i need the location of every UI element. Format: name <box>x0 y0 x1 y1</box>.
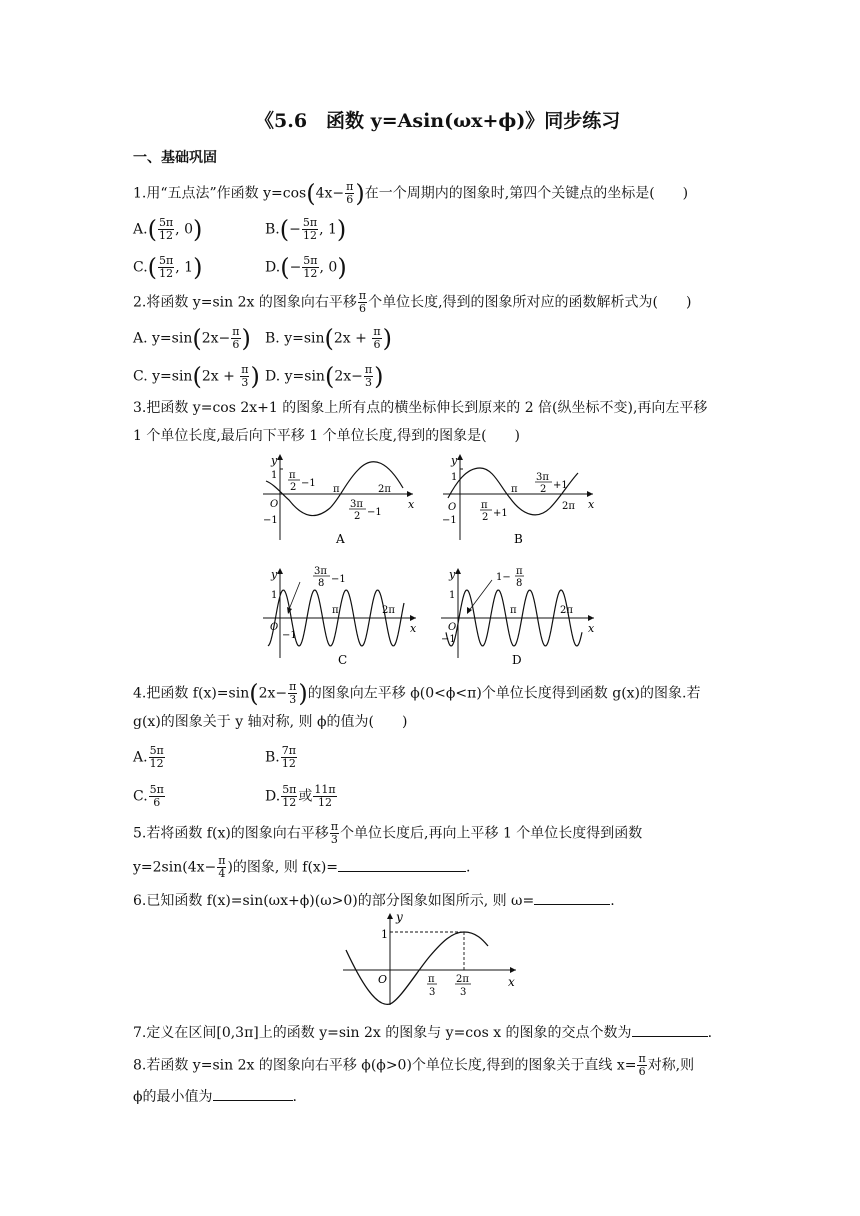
tick-denom: 2 <box>482 512 489 523</box>
tick-1-minus-pi-8: 1− <box>496 572 511 583</box>
graph-caption: C <box>338 653 348 667</box>
x-axis-label: x <box>588 622 595 635</box>
question-7: 7.定义在区间[0,3π]上的函数 y=sin 2x 的图象与 y=cos x 的图象的交点个数为 . <box>133 1022 712 1042</box>
question-1: 1.用“五点法”作函数 y=cos(4x− $\frac{\pi}{6}$ )在一个周期内的图象时,第四个关键点的坐标是( ) <box>133 179 689 208</box>
q2-option-b[interactable]: B. y=sin(2x + $\frac{\pi}{6}$ ) <box>265 324 392 353</box>
tick-denom: 2 <box>540 484 547 495</box>
question-6: 6.已知函数 f(x)=sin(ωx+ϕ)(ω>0)的部分图象如图所示, 则 ω= . <box>133 890 615 910</box>
q1-stem: 1.用“五点法”作函数 y=cos <box>133 185 307 202</box>
question-5-line-2: y=2sin(4x− $\frac{\pi}{4}$ )的图象, 则 f(x)= . <box>133 854 471 880</box>
tick-1: 1 <box>381 928 388 941</box>
answer-blank[interactable] <box>632 1022 708 1037</box>
answer-blank[interactable] <box>213 1086 293 1101</box>
origin-label: O <box>378 973 388 986</box>
tick-neg1: −1 <box>263 515 278 526</box>
x-axis-label: x <box>410 622 417 635</box>
y-axis-label: y <box>396 910 403 924</box>
origin-label: O <box>448 622 457 633</box>
tick-2pi: 2π <box>562 501 575 512</box>
q4-option-b[interactable]: B. $\frac{7\pi}{12}$ <box>265 744 296 770</box>
tick-1: 1 <box>271 470 278 481</box>
q1-option-b[interactable]: B.(− $\frac{5\pi}{12}$ , 1) <box>265 215 347 244</box>
x-axis-label: x <box>508 975 515 989</box>
q4-option-c[interactable]: C. $\frac{5\pi}{6}$ <box>133 783 164 809</box>
section-heading: 一、基础巩固 <box>133 150 217 166</box>
tick-tail: +1 <box>493 508 508 519</box>
page-title: 《5.6 函数 y=Asin(ωx+ϕ)》同步练习 <box>255 110 621 132</box>
tick-3pi-8-minus-1: 3π <box>314 566 327 577</box>
question-8-line-2: ϕ的最小值为 . <box>133 1086 297 1106</box>
tick-2pi: 2π <box>378 484 391 495</box>
tick-1: 1 <box>451 472 458 483</box>
q1-option-d[interactable]: D.(− $\frac{5\pi}{12}$ , 0) <box>265 253 347 282</box>
origin-label: O <box>270 622 279 633</box>
question-3-line-2: 1 个单位长度,最后向下平移 1 个单位长度,得到的图象是( ) <box>133 428 520 444</box>
tick-tail: +1 <box>553 480 568 491</box>
q2-option-a[interactable]: A. y=sin(2x− $\frac{\pi}{6}$ ) <box>133 324 251 353</box>
tick-denom: 8 <box>318 578 325 589</box>
tick-3pi-half-plus-1: 3π <box>536 472 549 483</box>
tick-2pi-3: 2π <box>456 974 469 985</box>
tick-num: π <box>516 566 523 577</box>
tick-pi: π <box>510 605 517 616</box>
tick-tail: −1 <box>331 574 346 585</box>
graph-caption: D <box>512 653 522 667</box>
tick-pi: π <box>332 605 339 616</box>
graph-caption: A <box>336 532 345 546</box>
q4-option-d[interactable]: D. $\frac{5\pi}{12}$ 或 $\frac{11\pi}{12}$ <box>265 783 336 809</box>
tick-pi-half-plus-1: π <box>481 500 488 511</box>
question-5: 5.若将函数 f(x)的图象向右平移 $\frac{\pi}{3}$ 个单位长度后,再向上平移 1 个单位长度得到函数 <box>133 820 643 846</box>
q3-graph-c[interactable] <box>258 562 423 670</box>
tick-3pi-half-minus-1: 3π <box>350 499 363 510</box>
tick-neg1: −1 <box>442 515 457 526</box>
answer-blank[interactable] <box>338 857 466 872</box>
q2-option-c[interactable]: C. y=sin(2x + $\frac{\pi}{3}$ ) <box>133 362 260 391</box>
tick-neg1: −1 <box>282 630 297 641</box>
tick-2pi: 2π <box>560 605 573 616</box>
q4-option-a[interactable]: A. $\frac{5\pi}{12}$ <box>133 744 164 770</box>
q6-graph <box>338 910 528 1010</box>
tick-2pi: 2π <box>382 605 395 616</box>
x-axis-label: x <box>408 498 415 511</box>
y-axis-label: y <box>451 454 458 467</box>
origin-label: O <box>270 499 279 510</box>
q1-inner: 4x− <box>315 185 345 202</box>
q1-option-c[interactable]: C.( $\frac{5\pi}{12}$ , 1) <box>133 253 203 282</box>
tick-denom: 2 <box>290 482 297 493</box>
tick-tail: −1 <box>301 478 316 489</box>
q3-graph-a[interactable] <box>258 448 423 548</box>
tick-pi-3: π <box>428 974 435 985</box>
tick-1: 1 <box>271 590 278 601</box>
tick-pi-half-minus-1: π <box>289 470 296 481</box>
question-4-line-2: g(x)的图象关于 y 轴对称, 则 ϕ的值为( ) <box>133 714 408 730</box>
question-4: 4.把函数 f(x)=sin(2x− $\frac{\pi}{3}$ )的图象向左平移 ϕ(0<ϕ<π)个单位长度得到函数 g(x)的图象.若 <box>133 679 701 708</box>
origin-label: O <box>448 502 457 513</box>
y-axis-label: y <box>271 568 278 581</box>
tick-pi: π <box>511 484 518 495</box>
tick-denom: 3 <box>460 987 467 998</box>
q1-option-a[interactable]: A.( $\frac{5\pi}{12}$ , 0) <box>133 215 203 244</box>
q3-graph-b[interactable] <box>438 448 603 548</box>
tick-tail: −1 <box>367 507 382 518</box>
tick-denom: 2 <box>354 511 361 522</box>
tick-1: 1 <box>449 590 456 601</box>
tick-pi: π <box>333 484 340 495</box>
tick-denom: 8 <box>516 578 523 589</box>
question-2: 2.将函数 y=sin 2x 的图象向右平移 $\frac{\pi}{6}$ 个单位长度,得到的图象所对应的函数解析式为( ) <box>133 289 692 315</box>
question-3-line-1: 3.把函数 y=cos 2x+1 的图象上所有点的横坐标伸长到原来的 2 倍(纵坐标不变),再向左平移 <box>133 400 708 416</box>
x-axis-label: x <box>588 498 595 511</box>
q3-graph-d[interactable] <box>436 562 601 670</box>
y-axis-label: y <box>449 568 456 581</box>
q2-option-d[interactable]: D. y=sin(2x− $\frac{\pi}{3}$ ) <box>265 362 384 391</box>
question-8: 8.若函数 y=sin 2x 的图象向右平移 ϕ(ϕ>0)个单位长度,得到的图象关于直线 x= $\frac{\pi}{6}$ 对称,则 <box>133 1052 695 1078</box>
q1-fraction: $\frac{\pi}{6}$ <box>346 180 354 206</box>
tick-neg1: −1 <box>441 634 456 645</box>
answer-blank[interactable] <box>534 890 610 905</box>
y-axis-label: y <box>271 454 278 467</box>
graph-caption: B <box>514 532 523 546</box>
q1-stem-tail: 在一个周期内的图象时,第四个关键点的坐标是( ) <box>364 185 689 202</box>
tick-denom: 3 <box>429 987 436 998</box>
